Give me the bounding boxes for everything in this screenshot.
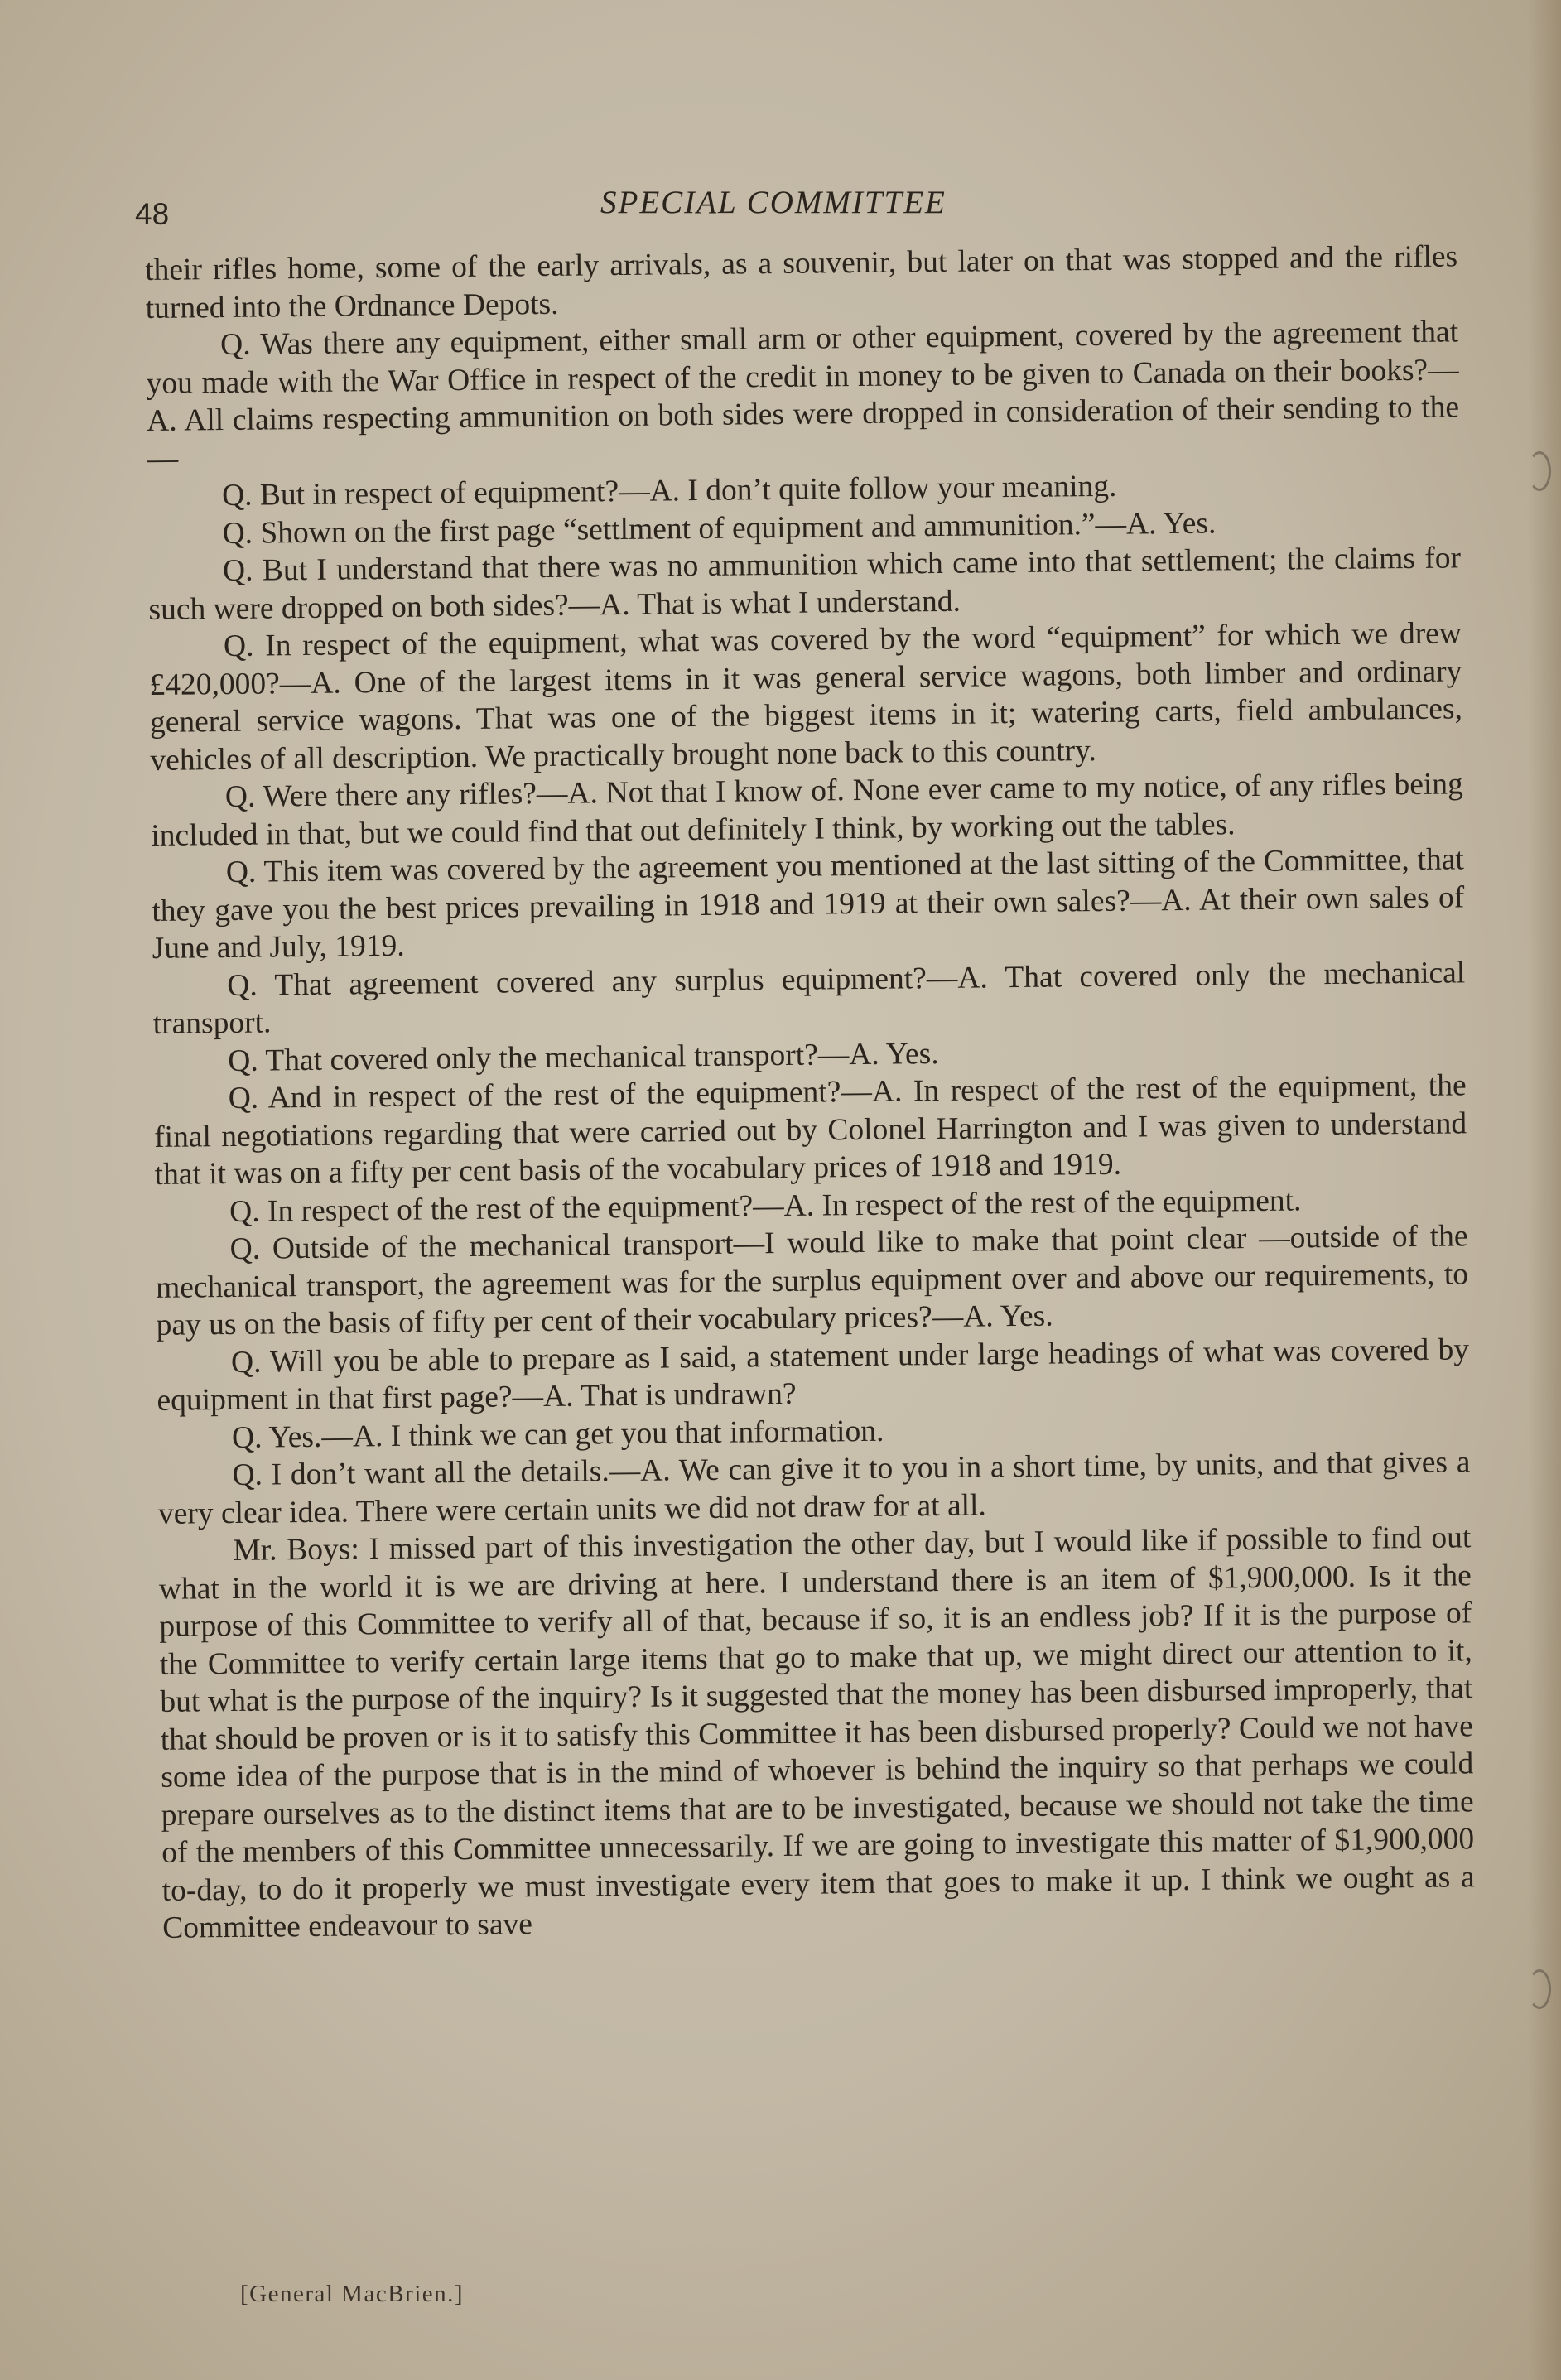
running-head: SPECIAL COMMITTEE bbox=[600, 185, 947, 220]
footer-signature: [General MacBrien.] bbox=[240, 2281, 465, 2307]
paragraph: Q. In respect of the equipment, what was covered by the word “equipment” for which we drew £420,000?—A. One of the largest items in it was general service wagons, both limber and ordinary general service wagons. That was one of the biggest items in it; watering carts, field ambulances, vehicles of all description. We practically brought none back to this country. bbox=[149, 616, 1463, 778]
page-number: 48 bbox=[135, 197, 170, 231]
paragraph: Q. That covered only the mechanical transport?—A. Yes. bbox=[228, 1036, 939, 1078]
body-text bbox=[145, 238, 1475, 1947]
paragraph: Q. Were there any rifles?—A. Not that I know of. None ever came to my notice, of any rifles being included in that, but we could find that out definitely I think, by working out the tables. bbox=[151, 767, 1464, 853]
paragraph: Q. Outside of the mechanical transport—I would like to make that point clear —outside of the mechanical transport, the agreement was for the surplus equipment over and above our requirements, to pay us on the basis of fifty per cent of their vocabulary prices?—A. Yes. bbox=[155, 1219, 1469, 1342]
binding-hole-mark bbox=[1528, 1969, 1551, 2009]
paragraph: Q. This item was covered by the agreement you mentioned at the last sitting of the Committee, that they gave you the best prices prevailing in 1918 and 1919 at their own sales?—A. At their own sales of June and July, 1919. bbox=[152, 842, 1465, 966]
paragraph: Q. That agreement covered any surplus equipment?—A. That covered only the mechanical transport. bbox=[152, 955, 1466, 1041]
paragraph: Q. Yes.—A. I think we can get you that information. bbox=[231, 1414, 884, 1455]
paragraph: Q. But I understand that there was no ammunition which came into that settlement; the claims for such were dropped on both sides?—A. That is what I understand. bbox=[148, 541, 1462, 627]
page-edge-shadow bbox=[1528, 0, 1561, 2380]
paragraph: Mr. Boys: I missed part of this investigation the other day, but I would like if possible to find out what in the world it is we are driving at here. I understand there is an item of $1,900,000. Is it the purpose of this Committee to verify all of that, because if so, it is an endless job? If it is the purpose of the Committee to verify certain large items that go to make that up, we might direct our attention to it, but what is the purpose of the inquiry? Is it suggested that the money has been disbursed improperly, that that should be proven or is it to satisfy this Committee it has been disbursed properly? Could we not have some idea of the purpose that is in the mind of whoever is behind the inquiry so that perhaps we could prepare ourselves as to the distinct items that are to be investigated, because we should not take the time of the members of this Committee unnecessarily. If we are going to investigate this matter of $1,900,000 to-day, to do it properly we must investigate every item that goes to make it up. I think we ought as a Committee endeavour to save bbox=[158, 1520, 1475, 1945]
paragraph: Q. But in respect of equipment?—A. I don’t quite follow your meaning. bbox=[221, 469, 1117, 513]
page-header bbox=[0, 184, 1561, 234]
paragraph: Q. I don’t want all the details.—A. We can give it to you in a short time, by units, and that gives a very clear idea. There were certain units we did not draw for at all. bbox=[157, 1445, 1471, 1531]
paragraph: Q. Was there any equipment, either small arm or other equipment, covered by the agreement that you made with the War Office in respect of the credit in money to be given to Canada on their books?—A. All claims respecting ammunition on both sides were dropped in consideration of their sending to the— bbox=[146, 315, 1460, 476]
binding-hole-mark bbox=[1528, 451, 1551, 491]
paragraph: Q. And in respect of the rest of the equipment?—A. In respect of the rest of the equipment, the final negotiations regarding that were carried out by Colonel Harrington and I was given to understand that it was on a fifty per cent basis of the vocabulary prices of 1918 and 1919. bbox=[153, 1068, 1467, 1192]
paragraph: Q. Shown on the first page “settlment of equipment and ammunition.”—A. Yes. bbox=[222, 505, 1217, 551]
paragraph-continued: their rifles home, some of the early arrivals, as a souvenir, but later on that was stopped and the rifles turned into the Ordnance Depots. bbox=[145, 239, 1458, 325]
paragraph: Q. Will you be able to prepare as I said, a statement under large headings of what was covered by equipment in that first page?—A. That is undrawn? bbox=[157, 1332, 1470, 1418]
paragraph: Q. In respect of the rest of the equipment?—A. In respect of the rest of the equipment. bbox=[229, 1183, 1302, 1229]
